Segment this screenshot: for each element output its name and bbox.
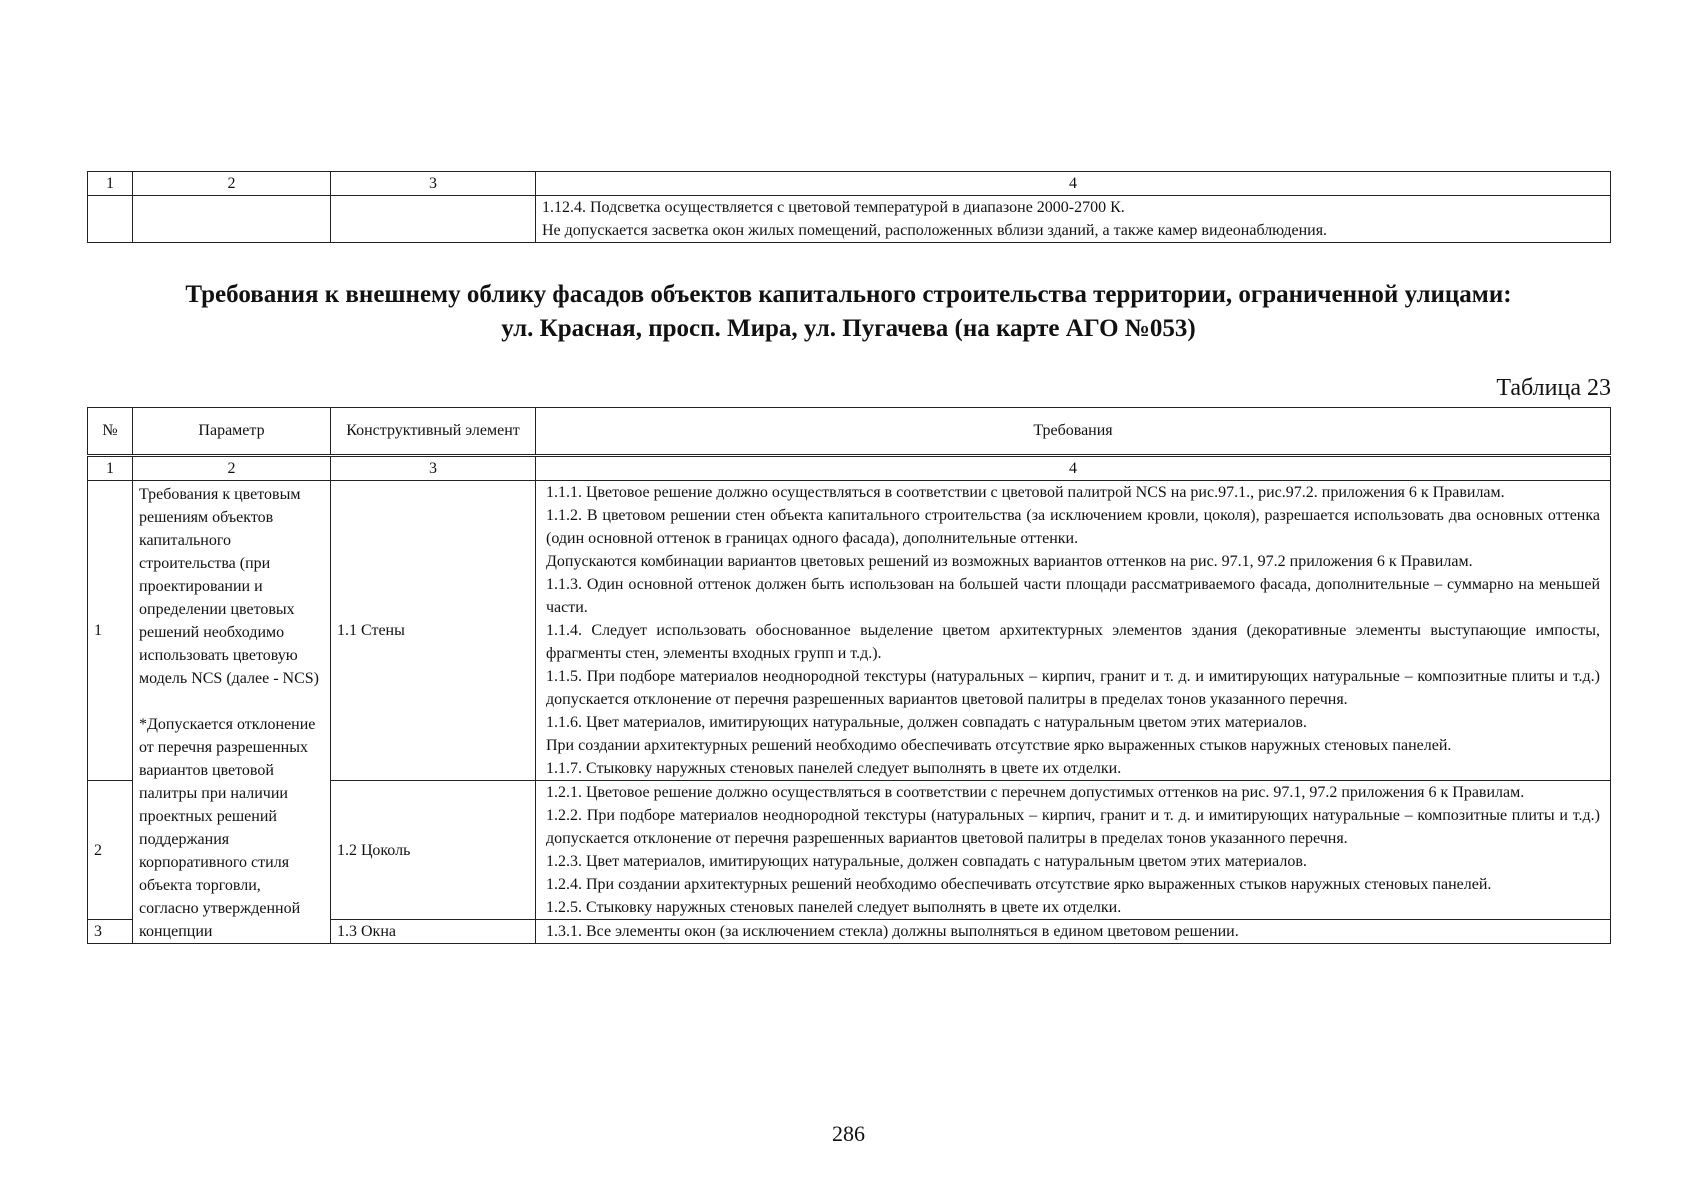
page-number: 286 — [832, 1121, 865, 1146]
element-cell: 1.2 Цоколь — [331, 781, 536, 920]
requirements-table — [87, 407, 1611, 944]
requirements-cell — [536, 920, 1611, 944]
col-number-2: 2 — [133, 172, 331, 196]
param-cell — [133, 481, 331, 944]
requirement-item: 1.1.2. В цветовом решении стен объекта капитального строительства (за исключением кровли, цоколя), разрешается использовать два основных оттенка (один основной оттенок в границах одного фасада), дополнительные оттенки. — [546, 507, 1600, 547]
section-title — [60, 278, 1637, 346]
title-line-2: ул. Красная, просп. Мира, ул. Пугачева (на карте АГО №053) — [501, 315, 1196, 342]
cell-param — [133, 196, 331, 243]
header-requirements: Требования — [536, 408, 1611, 456]
requirements-cell — [536, 481, 1611, 781]
requirement-item: 1.1.7. Стыковку наружных стеновых панелей следует выполнять в цвете их отделки. — [546, 760, 1122, 777]
cell-element — [331, 196, 536, 243]
col-number-2: 2 — [133, 456, 331, 481]
requirement-item: 1.2.1. Цветовое решение должно осуществляться в соответствии с перечнем допустимых оттенков на рис. 97.1, 97.2 приложения 6 к Правилам. — [546, 784, 1525, 801]
col-number-1: 1 — [88, 172, 133, 196]
requirement-item: 1.2.4. При создании архитектурных решений необходимо обеспечивать отсутствие ярко выраженных стыков наружных стеновых панелей. — [546, 876, 1492, 893]
continuation-table — [87, 171, 1611, 243]
header-param: Параметр — [133, 408, 331, 456]
header-row — [88, 408, 1611, 456]
requirement-item: 1.1.3. Один основной оттенок должен быть использован на большей части площади рассматриваемого фасада, дополнительные – суммарно на меньшей части. — [546, 576, 1600, 616]
col-number-4: 4 — [536, 172, 1611, 196]
requirements-cell — [536, 781, 1611, 920]
param-text: Требования к цветовым решениям объектов капитального строительства (при проектировании и определении цветовых решений необходимо использовать цветовую модель NCS (далее - NCS) — [139, 486, 319, 687]
requirement-item: 1.1.6. Цвет материалов, имитирующих натуральные, должен совпадать с натуральным цветом этих материалов. — [546, 714, 1307, 731]
element-cell: 1.1 Стены — [331, 481, 536, 781]
requirement-item: 1.1.4. Следует использовать обоснованное выделение цветом архитектурных элементов здания (декоративные элементы выступающие импосты, фрагменты стен, элементы входных групп и т.д.). — [546, 622, 1600, 662]
cell-requirements — [536, 196, 1611, 243]
requirement-item: 1.2.5. Стыковку наружных стеновых панелей следует выполнять в цвете их отделки. — [546, 899, 1122, 916]
table-row — [88, 481, 1611, 781]
col-number-3: 3 — [331, 172, 536, 196]
cell-num — [88, 196, 133, 243]
requirement-item: Допускаются комбинации вариантов цветовых решений из возможных вариантов оттенков на рис. 97.1, 97.2 приложения 6 к Правилам. — [546, 553, 1473, 570]
table-label: Таблица 23 — [1496, 375, 1611, 401]
col-number-3: 3 — [331, 456, 536, 481]
col-number-4: 4 — [536, 456, 1611, 481]
requirement-item: 1.1.5. При подборе материалов неоднородной текстуры (натуральных – кирпич, гранит и т. д. и имитирующих натуральные – композитные плиты и т.д.) допускается отклонение от перечня разрешенных вариантов цветовой палитры в пределах тонов указанного перечня. — [546, 668, 1600, 708]
element-cell: 1.3 Окна — [331, 920, 536, 944]
table-row — [88, 196, 1611, 243]
param-note: *Допускается отклонение от перечня разрешенных вариантов цветовой палитры при наличии проектных решений поддержания корпоративного стиля объекта торговли, согласно утвержденной концепции — [139, 716, 316, 940]
col-number-1: 1 — [88, 456, 133, 481]
row-num: 3 — [88, 920, 133, 944]
column-number-row — [88, 172, 1611, 196]
title-line-1: Требования к внешнему облику фасадов объектов капитального строительства территории, ограниченной улицами: — [185, 281, 1512, 308]
row-num: 2 — [88, 781, 133, 920]
header-element: Конструктивный элемент — [331, 408, 536, 456]
header-num: № — [88, 408, 133, 456]
column-number-row — [88, 456, 1611, 481]
requirement-item: При создании архитектурных решений необходимо обеспечивать отсутствие ярко выраженных стыков наружных стеновых панелей. — [546, 737, 1452, 754]
requirement-item: 1.2.3. Цвет материалов, имитирующих натуральные, должен совпадать с натуральным цветом этих материалов. — [546, 853, 1307, 870]
requirement-line: 1.12.4. Подсветка осуществляется с цветовой температурой в диапазоне 2000-2700 К. — [542, 199, 1125, 216]
requirement-item: 1.3.1. Все элементы окон (за исключением стекла) должны выполняться в едином цветовом решении. — [546, 923, 1239, 940]
requirement-item: 1.2.2. При подборе материалов неоднородной текстуры (натуральных – кирпич, гранит и т. д. и имитирующих натуральные – композитные плиты и т.д.) допускается отклонение от перечня разрешенных вариантов цветовой палитры в пределах тонов указанного перечня. — [546, 807, 1600, 847]
row-num: 1 — [88, 481, 133, 781]
requirement-item: 1.1.1. Цветовое решение должно осуществляться в соответствии с цветовой палитрой NCS на рис.97.1., рис.97.2. приложения 6 к Правилам. — [546, 484, 1505, 501]
requirement-line: Не допускается засветка окон жилых помещений, расположенных вблизи зданий, а также камер видеонаблюдения. — [542, 222, 1328, 239]
